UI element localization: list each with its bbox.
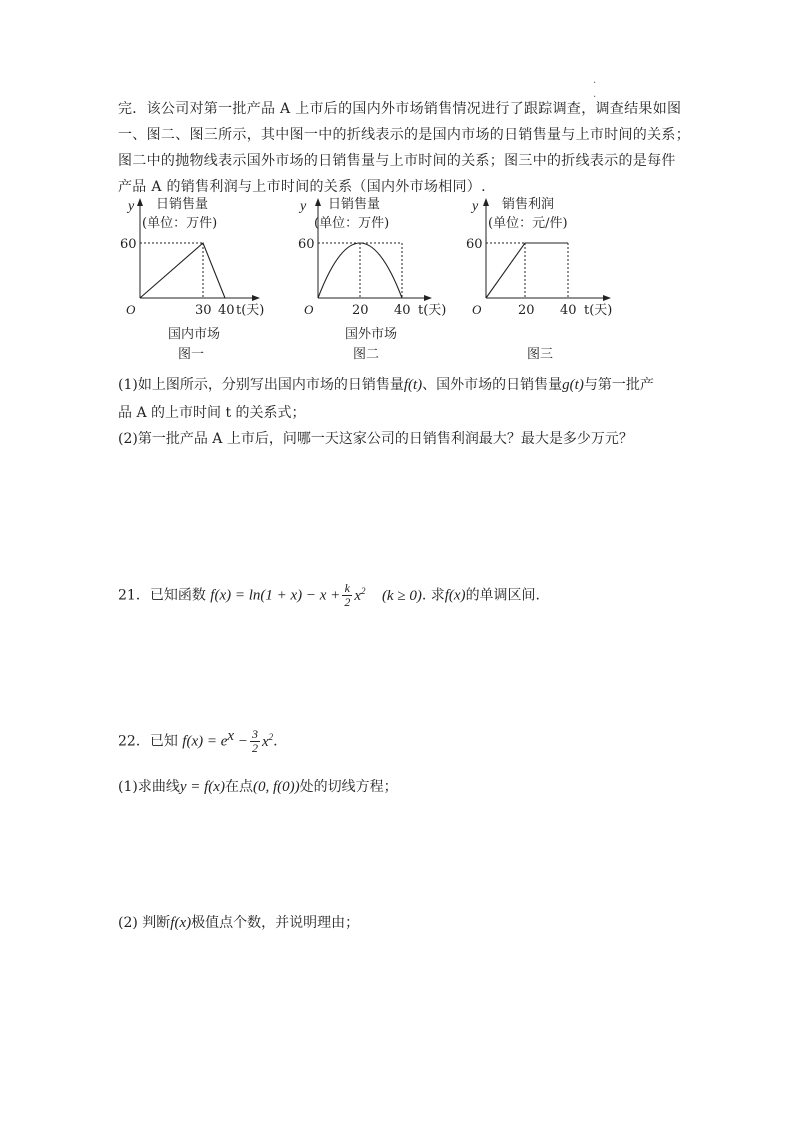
q21-frac-den: 2 bbox=[344, 595, 351, 609]
q22-p1a: (1)求曲线 bbox=[118, 779, 180, 795]
q22-fraction bbox=[250, 728, 260, 755]
problem-intro bbox=[118, 96, 693, 200]
intro-line-3: 图二中的抛物线表示国外市场的日销售量与上市时间的关系；图三中的折线表示的是每件 bbox=[118, 153, 676, 169]
fig3-origin: O bbox=[472, 302, 482, 317]
q20-part2: (2)第一批产品 A 上市后，问哪一天这家公司的日销售利润最大？最大是多少万元？ bbox=[118, 431, 633, 447]
q22-frac-num: 3 bbox=[251, 727, 258, 742]
fig2-y-axis-label: y bbox=[300, 199, 307, 214]
fig3-x-tick-1: 20 bbox=[518, 303, 535, 318]
q22-end: . bbox=[273, 733, 278, 750]
fig1-y-axis-label: y bbox=[128, 199, 135, 214]
q22-x2: $x^2$ bbox=[261, 731, 274, 750]
q22-part1 bbox=[118, 776, 398, 796]
q22-line bbox=[118, 728, 278, 755]
fig1-y-tick: 60 bbox=[120, 237, 137, 252]
fig3-x-arrow bbox=[603, 295, 611, 301]
intro-line-1: 完．该公司对第一批产品 A 上市后的国内外市场销售情况进行了跟踪调查，调查结果如图 bbox=[118, 101, 682, 117]
q22-x: x bbox=[261, 733, 269, 750]
fig1-unit: (单位：万件) bbox=[142, 216, 218, 231]
fig2-title: 日销售量 bbox=[328, 197, 381, 212]
q22-p1c: 处的切线方程； bbox=[299, 779, 398, 795]
fig3-caption: 图三 bbox=[527, 347, 554, 362]
q22-p2-fx: f(x) bbox=[170, 915, 192, 931]
q22-p1-point: (0, f(0)) bbox=[252, 779, 300, 795]
fig1-x-tick-2: 40 bbox=[218, 303, 235, 318]
fig2-y-arrow bbox=[315, 198, 321, 206]
fig3-unit: (单位：元/件) bbox=[488, 216, 568, 231]
q22-p2a: (2) 判断 bbox=[118, 915, 171, 931]
fig3-y-arrow bbox=[483, 198, 489, 206]
fig2-x-tick-2: 40 bbox=[394, 303, 411, 318]
fig3-x-axis-label: t(天) bbox=[584, 303, 613, 318]
fig3-title: 销售利润 bbox=[502, 197, 555, 212]
q22-expr: f(x) = e bbox=[182, 733, 228, 750]
figure-2 bbox=[290, 192, 455, 367]
q22-number: 22．已知 bbox=[118, 733, 178, 750]
q21-number: 21．已知函数 bbox=[118, 587, 206, 604]
fig3-y-tick: 60 bbox=[466, 237, 483, 252]
fig2-x-tick-1: 20 bbox=[352, 303, 369, 318]
intro-line-4: 产品 A 的销售利润与上市时间的关系（国内外市场相同）. bbox=[118, 179, 486, 195]
figure-1 bbox=[118, 192, 278, 367]
fig1-y-arrow bbox=[137, 198, 143, 206]
fig2-caption-top: 国外市场 bbox=[345, 327, 398, 342]
fig2-y-tick: 60 bbox=[298, 237, 315, 252]
fig1-caption-top: 国内市场 bbox=[168, 327, 221, 342]
q22-p1-expr: y = f(x) bbox=[179, 779, 225, 795]
page-dots: . . bbox=[593, 75, 597, 100]
q20-part1-line2: 品 A 的上市时间 t 的关系式； bbox=[118, 405, 306, 421]
fig2-x-arrow bbox=[424, 295, 432, 301]
q20-g-t: g(t) bbox=[562, 377, 584, 393]
fig1-title: 日销售量 bbox=[156, 197, 209, 212]
q21-x2: $x^2$ bbox=[354, 585, 366, 604]
figure-3 bbox=[462, 192, 637, 367]
q21-fx: f(x) bbox=[444, 587, 466, 604]
q22-p1b: 在点 bbox=[224, 779, 253, 795]
q22-part2 bbox=[118, 912, 359, 932]
q20-p1b: 、国外市场的日销售量 bbox=[422, 377, 563, 393]
fig1-series-line bbox=[140, 243, 225, 298]
q20-part1-line1 bbox=[118, 374, 654, 394]
q22-p2b: 极值点个数，并说明理由； bbox=[191, 915, 360, 931]
fig2-unit: (单位：万件) bbox=[314, 216, 390, 231]
q21-frac-num: k bbox=[342, 582, 352, 596]
fig2-x-axis-label: t(天) bbox=[418, 303, 447, 318]
fig1-x-axis-label: t(天) bbox=[236, 303, 265, 318]
fig2-caption: 图二 bbox=[353, 347, 380, 362]
fig1-origin: O bbox=[126, 302, 136, 317]
q20-p1a: (1)如上图所示，分别写出国内市场的日销售量 bbox=[118, 377, 404, 393]
q22-frac-den: 2 bbox=[251, 741, 258, 756]
fig3-x-tick-2: 40 bbox=[560, 303, 577, 318]
q21-fraction bbox=[342, 582, 352, 609]
q21-x: x bbox=[354, 587, 361, 604]
fig2-origin: O bbox=[304, 302, 314, 317]
fig3-series-line bbox=[486, 243, 568, 298]
q21-tail-a: . 求 bbox=[421, 587, 445, 604]
q21-tail-b: 的单调区间. bbox=[465, 587, 541, 604]
intro-line-2: 一、图二、图三所示，其中图一中的折线表示的是国内市场的日销售量与上市时间的关系； bbox=[118, 127, 690, 143]
q21-condition: (k ≥ 0) bbox=[381, 587, 422, 604]
q22-sup-x: x bbox=[227, 728, 235, 744]
q22-minus: − bbox=[234, 733, 248, 750]
fig3-y-axis-label: y bbox=[472, 199, 479, 214]
q20-f-t: f(t) bbox=[403, 377, 423, 393]
q21-line bbox=[118, 582, 540, 609]
q20-p1c: 与第一批产 bbox=[583, 377, 654, 393]
q21-expr: f(x) = ln(1 + x) − x + bbox=[210, 587, 341, 604]
fig1-caption: 图一 bbox=[178, 347, 205, 362]
fig1-x-arrow bbox=[252, 295, 260, 301]
fig1-x-tick-1: 30 bbox=[195, 303, 212, 318]
